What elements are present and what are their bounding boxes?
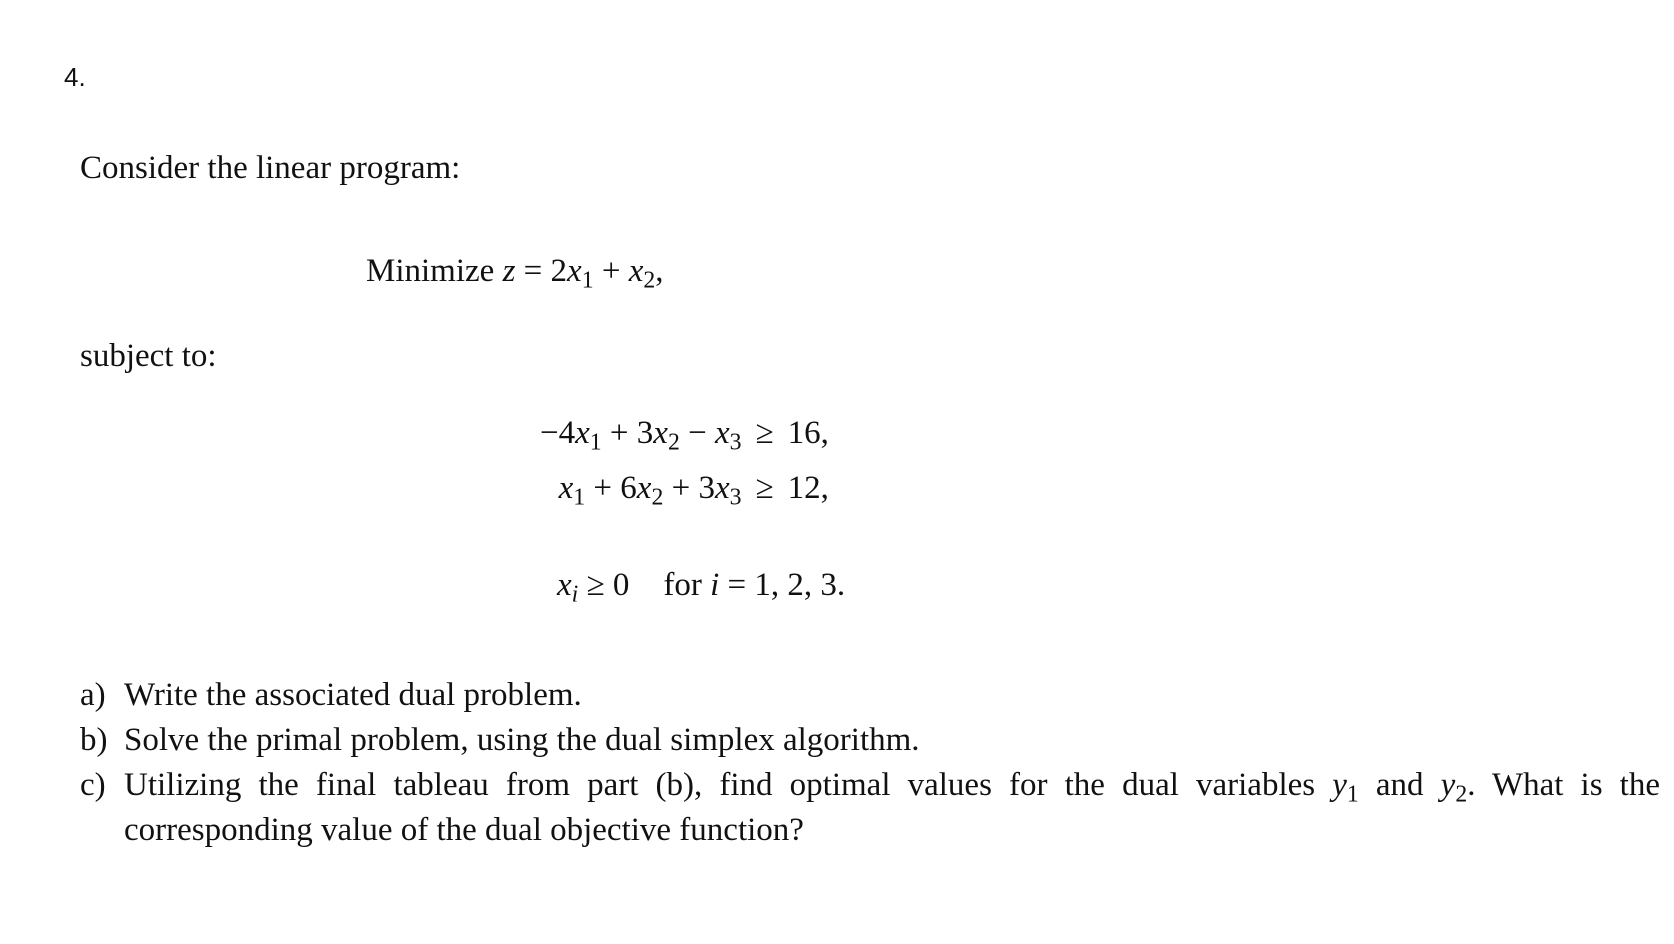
part-text: Solve the primal problem, using the dual simplex algorithm. xyxy=(124,722,920,758)
nonnegativity-constraint xyxy=(557,567,846,608)
nonneg-index: i xyxy=(710,567,720,603)
part-text-and: and xyxy=(1375,767,1424,803)
nonneg-var: x xyxy=(557,567,572,603)
constraint-var: x xyxy=(714,415,730,451)
objective-var2: x xyxy=(628,253,644,289)
part-label: b) xyxy=(80,722,108,758)
objective-var1: x xyxy=(567,253,582,289)
nonneg-relation: ≥ xyxy=(586,567,605,603)
part-c xyxy=(80,763,1660,853)
constraint-sub: 1 xyxy=(589,429,602,456)
part-b xyxy=(80,718,1660,763)
part-label: a) xyxy=(80,677,106,713)
objective-sub1: 1 xyxy=(581,267,594,294)
constraint-lead: −4 xyxy=(540,415,576,451)
constraint-op: + xyxy=(609,415,629,451)
objective-z: z xyxy=(502,253,516,289)
nonneg-value: 0 xyxy=(612,567,630,603)
nonneg-equals: = xyxy=(727,567,747,603)
dual-var-y2-sub: 2 xyxy=(1455,781,1468,808)
part-text: Write the associated dual problem. xyxy=(124,677,582,713)
subject-to-label: subject to: xyxy=(80,338,217,374)
constraint-op: + xyxy=(593,470,613,506)
constraint-op: + xyxy=(671,470,691,506)
constraint-var: x xyxy=(575,415,590,451)
constraint-sub: 1 xyxy=(573,484,586,511)
nonneg-sub: i xyxy=(571,581,579,608)
part-c-line1 xyxy=(124,763,1660,808)
objective-trail: , xyxy=(655,253,664,289)
part-a xyxy=(80,673,1660,718)
objective-function xyxy=(366,253,664,294)
constraint-var: x xyxy=(636,470,652,506)
constraint-coef: 3 xyxy=(636,415,654,451)
constraint-sub: 2 xyxy=(667,429,680,456)
constraint-lhs xyxy=(540,470,755,525)
part-text: Utilizing the final tableau from part (b), find optimal values for the dual variables xyxy=(124,767,1316,803)
constraint-sub: 2 xyxy=(651,484,664,511)
part-label: c) xyxy=(80,767,106,803)
constraint-lhs xyxy=(540,415,755,470)
objective-coef1: 2 xyxy=(550,253,568,289)
constraint-relation: ≥ xyxy=(755,470,774,506)
objective-equals: = xyxy=(523,253,543,289)
constraint-rhs: 16, xyxy=(787,415,829,451)
dual-var-y2: y xyxy=(1440,767,1456,803)
dual-var-y1: y xyxy=(1332,767,1347,803)
constraint-sub: 3 xyxy=(729,429,742,456)
constraint-relation: ≥ xyxy=(755,415,774,451)
constraint-coef: 6 xyxy=(620,470,637,506)
question-parts xyxy=(80,673,1660,853)
constraint-coef: 3 xyxy=(698,470,715,506)
intro-text: Consider the linear program: xyxy=(80,150,461,186)
constraint-var: x xyxy=(714,470,730,506)
part-c-line2: corresponding value of the dual objective function? xyxy=(124,812,804,848)
constraint-row xyxy=(540,415,829,470)
part-text-after: . What is the xyxy=(1467,767,1661,803)
objective-plus: + xyxy=(601,253,621,289)
constraint-rhs: 12, xyxy=(787,470,829,506)
question-number: 4. xyxy=(64,62,86,92)
objective-sub2: 2 xyxy=(643,267,656,294)
nonneg-set: 1, 2, 3. xyxy=(754,567,846,603)
objective-keyword: Minimize xyxy=(366,253,495,289)
nonneg-for: for xyxy=(663,567,702,603)
constraint-sub: 3 xyxy=(729,484,742,511)
dual-var-y1-sub: 1 xyxy=(1346,781,1359,808)
constraint-var: x xyxy=(558,470,574,506)
constraint-op: − xyxy=(688,415,707,451)
constraint-row xyxy=(540,470,829,525)
constraints-block xyxy=(540,415,829,525)
constraint-var: x xyxy=(653,415,668,451)
